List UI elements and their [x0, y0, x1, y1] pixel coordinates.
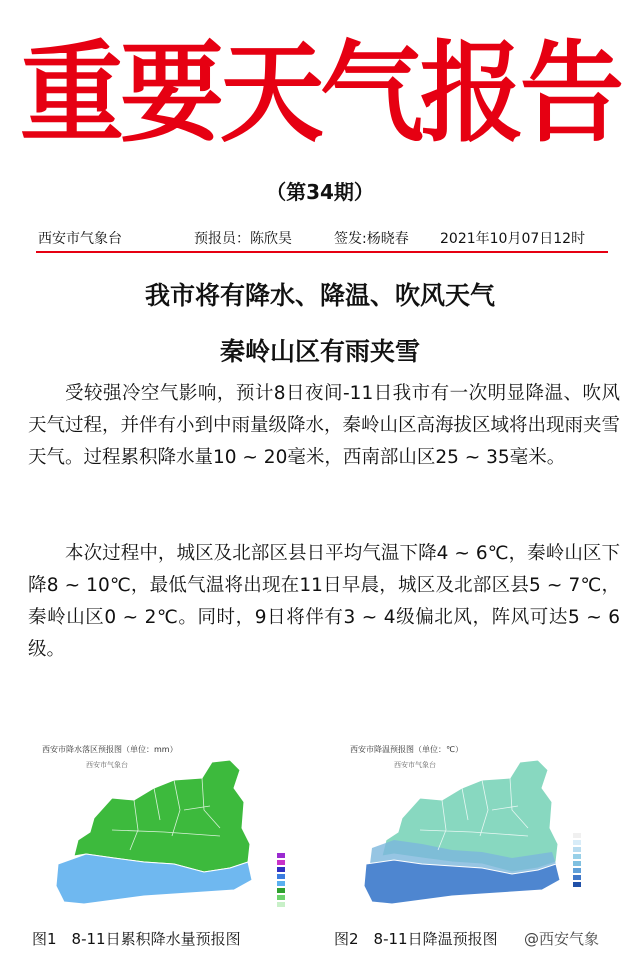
legend-swatch — [276, 894, 286, 901]
header-divider — [36, 251, 608, 253]
legend-swatch — [276, 880, 286, 887]
forecaster: 预报员：陈欣昊 — [194, 231, 292, 247]
paragraph-temperature: 本次过程中，城区及北部区县日平均气温下降4 ~ 6℃，秦岭山区下降8 ~ 10℃，最低气温将出现在11日早晨，城区及北部区县5 ~ 7℃，秦岭山区0 ~ 2℃。同时，9日将伴有3 ~ 4级偏北风，阵风可达5 ~ 6级。 — [28, 543, 620, 660]
issue-number: （第34期） — [266, 180, 374, 204]
legend-swatch — [276, 859, 286, 866]
temp-legend — [572, 832, 582, 888]
legend-swatch — [276, 887, 286, 894]
weibo-watermark: @西安气象 — [524, 930, 600, 948]
precip-region-main — [74, 760, 250, 872]
report-headline: 重要天气报告 — [19, 28, 620, 158]
legend-swatch — [572, 874, 582, 881]
precip-map-subtitle: 西安市气象台 — [86, 761, 128, 769]
paragraph-precipitation: 受较强冷空气影响，预计8日夜间-11日我市有一次明显降温、吹风天气过程，并伴有小到中雨量级降水，秦岭山区高海拔区域将出现雨夹雪天气。过程累积降水量10 ~ 20毫米，西南部山区25 ~ 35毫米。 — [28, 383, 621, 468]
precip-map-title: 西安市降水落区预报图（单位：mm） — [42, 745, 178, 754]
legend-swatch — [276, 866, 286, 873]
legend-swatch — [572, 832, 582, 839]
figure1-caption: 图1 8-11日累积降水量预报图 — [32, 930, 241, 948]
legend-swatch — [572, 853, 582, 860]
precipitation-map — [34, 740, 296, 920]
precipitation-map-graphic — [34, 740, 296, 920]
legend-swatch — [276, 901, 286, 908]
temperature-drop-map — [342, 740, 604, 920]
legend-swatch — [572, 839, 582, 846]
temp-map-subtitle: 西安市气象台 — [394, 761, 436, 769]
precip-legend — [276, 852, 286, 908]
article-subtitle: 秦岭山区有雨夹雪 — [219, 337, 420, 366]
issue-datetime: 2021年10月07日12时 — [440, 231, 586, 247]
legend-swatch — [572, 867, 582, 874]
figure2-caption: 图2 8-11日降温预报图 — [334, 930, 498, 948]
issuing-office: 西安市气象台 — [38, 231, 122, 247]
legend-swatch — [276, 873, 286, 880]
legend-swatch — [276, 852, 286, 859]
legend-swatch — [572, 881, 582, 888]
article-title: 我市将有降水、降温、吹风天气 — [144, 281, 495, 310]
legend-swatch — [572, 860, 582, 867]
temperature-map-graphic — [342, 740, 604, 920]
report-meta — [38, 228, 604, 250]
temp-map-title: 西安市降温预报图（单位：℃） — [350, 745, 463, 754]
legend-swatch — [572, 846, 582, 853]
signer: 签发:杨晓春 — [334, 231, 409, 247]
